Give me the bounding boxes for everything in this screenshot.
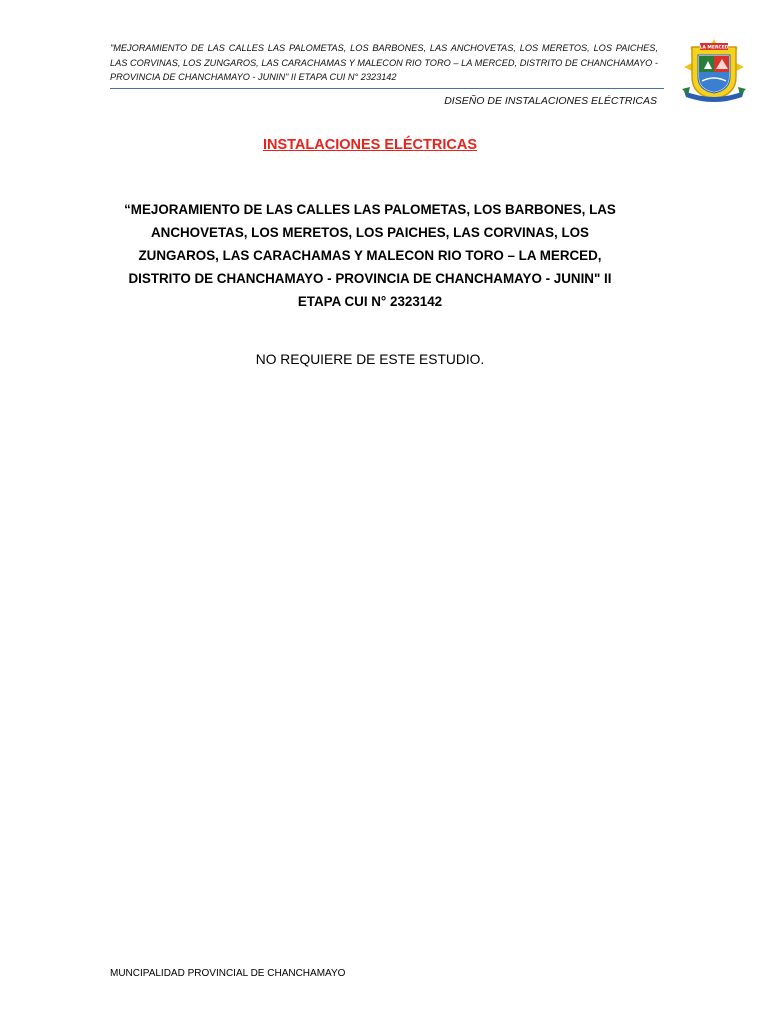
svg-text:LA MERCED: LA MERCED — [699, 45, 729, 51]
header-divider — [110, 88, 664, 89]
header-subtitle: DISEÑO DE INSTALACIONES ELÉCTRICAS — [444, 95, 657, 107]
project-title: “MEJORAMIENTO DE LAS CALLES LAS PALOMETAS, LOS BARBONES, LAS ANCHOVETAS, LOS MERETOS, LOS PAICHES, LAS CORVINAS, LOS ZUNGAROS, LAS CARACHAMAS Y MALECON RIO TORO – LA MERCED, DISTRITO DE CHANCHAMAYO - PROVINCIA DE CHANCHAMAYO - JUNIN" II ETAPA CUI N° 2323142 — [124, 202, 616, 309]
footer-institution: MUNCIPALIDAD PROVINCIAL DE CHANCHAMAYO — [110, 968, 346, 979]
municipal-coat-of-arms-logo — [678, 37, 750, 103]
header-project-text: "MEJORAMIENTO DE LAS CALLES LAS PALOMETAS, LOS BARBONES, LAS ANCHOVETAS, LOS MERETOS, LOS PAICHES, LAS CORVINAS, LOS ZUNGAROS, LAS CARACHAMAS Y MALECON RIO TORO – LA MERCED, DISTRITO DE CHANCHAMAYO - PROVINCIA DE CHANCHAMAYO - JUNIN" II ETAPA CUI N° 2323142 — [110, 43, 658, 82]
study-note: NO REQUIERE DE ESTE ESTUDIO. — [255, 352, 485, 367]
section-title: INSTALACIONES ELÉCTRICAS — [262, 137, 478, 153]
